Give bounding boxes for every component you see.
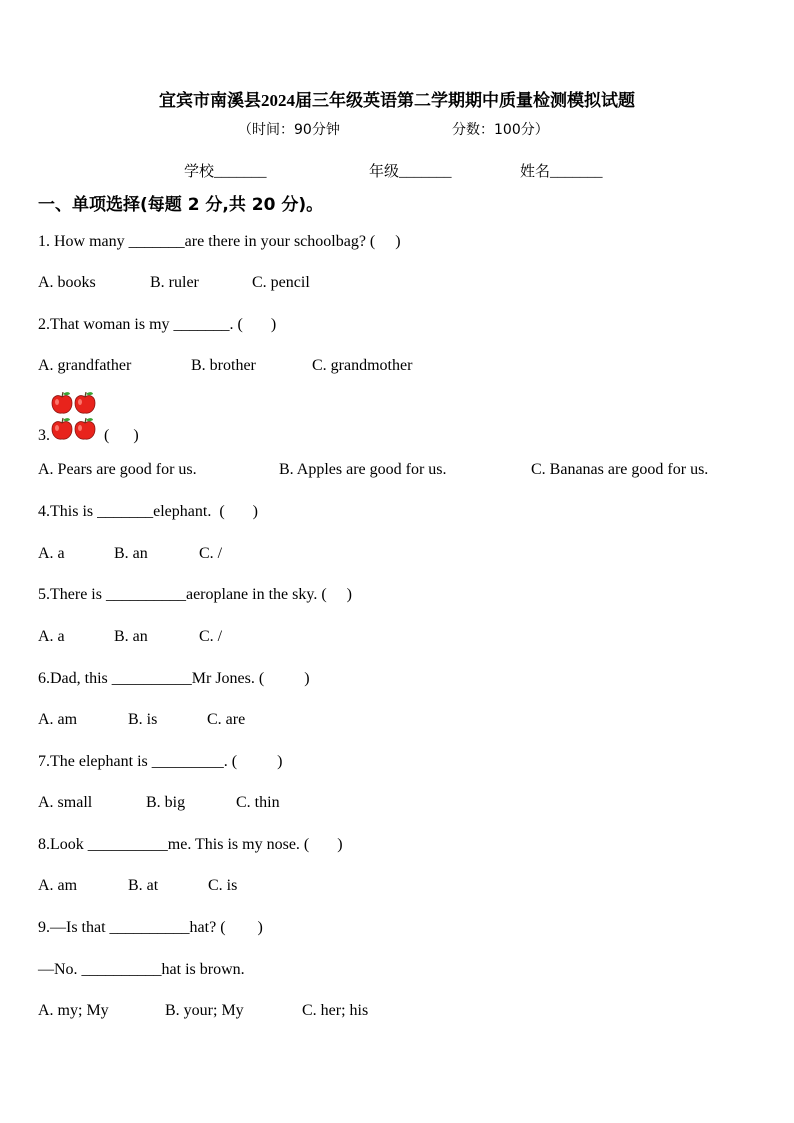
grade-field: 年级_______ <box>369 164 452 180</box>
option-4c: C. / <box>199 545 223 562</box>
question-9: 9.—Is that __________hat? ( ) <box>38 919 263 936</box>
option-9a: A. my; My <box>38 1002 109 1019</box>
option-5b: B. an <box>114 628 148 645</box>
option-9c: C. her; his <box>302 1002 369 1019</box>
question-3: 3. <box>38 427 50 444</box>
option-2c: C. grandmother <box>312 357 413 374</box>
option-7b: B. big <box>146 794 186 811</box>
option-7c: C. thin <box>236 794 280 811</box>
option-4a: A. a <box>38 545 65 562</box>
name-field: 姓名_______ <box>520 164 603 180</box>
option-3b: B. Apples are good for us. <box>279 461 447 478</box>
option-1a: A. books <box>38 274 96 291</box>
question-9-reply: —No. __________hat is brown. <box>38 961 245 978</box>
option-7a: A. small <box>38 794 93 811</box>
option-4b: B. an <box>114 545 148 562</box>
question-7: 7.The elephant is _________. ( ) <box>38 753 283 770</box>
question-3-paren: ( ) <box>104 427 139 444</box>
option-3a: A. Pears are good for us. <box>38 461 197 478</box>
page-title: 宜宾市南溪县2024届三年级英语第二学期期中质量检测模拟试题 <box>159 91 635 110</box>
option-6a: A. am <box>38 711 78 728</box>
option-1c: C. pencil <box>252 274 310 291</box>
option-1b: B. ruler <box>150 274 199 291</box>
question-4: 4.This is _______elephant. ( ) <box>38 503 258 520</box>
question-8: 8.Look __________me. This is my nose. ( ) <box>38 836 343 853</box>
option-9b: B. your; My <box>165 1002 244 1019</box>
option-8a: A. am <box>38 877 78 894</box>
question-5: 5.There is __________aeroplane in the sky. ( ) <box>38 586 352 603</box>
option-6b: B. is <box>128 711 158 728</box>
exam-time: （时间：90分钟 <box>238 122 340 138</box>
apples-icon <box>51 392 97 442</box>
option-5c: C. / <box>199 628 223 645</box>
question-2: 2.That woman is my _______. ( ) <box>38 316 277 333</box>
school-field: 学校_______ <box>184 164 267 180</box>
option-5a: A. a <box>38 628 65 645</box>
option-2b: B. brother <box>191 357 256 374</box>
option-3c: C. Bananas are good for us. <box>531 461 709 478</box>
question-6: 6.Dad, this __________Mr Jones. ( ) <box>38 670 310 687</box>
question-1: 1. How many _______are there in your schoolbag? ( ) <box>38 233 401 250</box>
section-heading: 一、单项选择(每题 2 分,共 20 分)。 <box>38 195 324 215</box>
option-2a: A. grandfather <box>38 357 132 374</box>
exam-score: 分数：100分） <box>452 122 549 138</box>
option-8b: B. at <box>128 877 159 894</box>
option-6c: C. are <box>207 711 246 728</box>
option-8c: C. is <box>208 877 238 894</box>
